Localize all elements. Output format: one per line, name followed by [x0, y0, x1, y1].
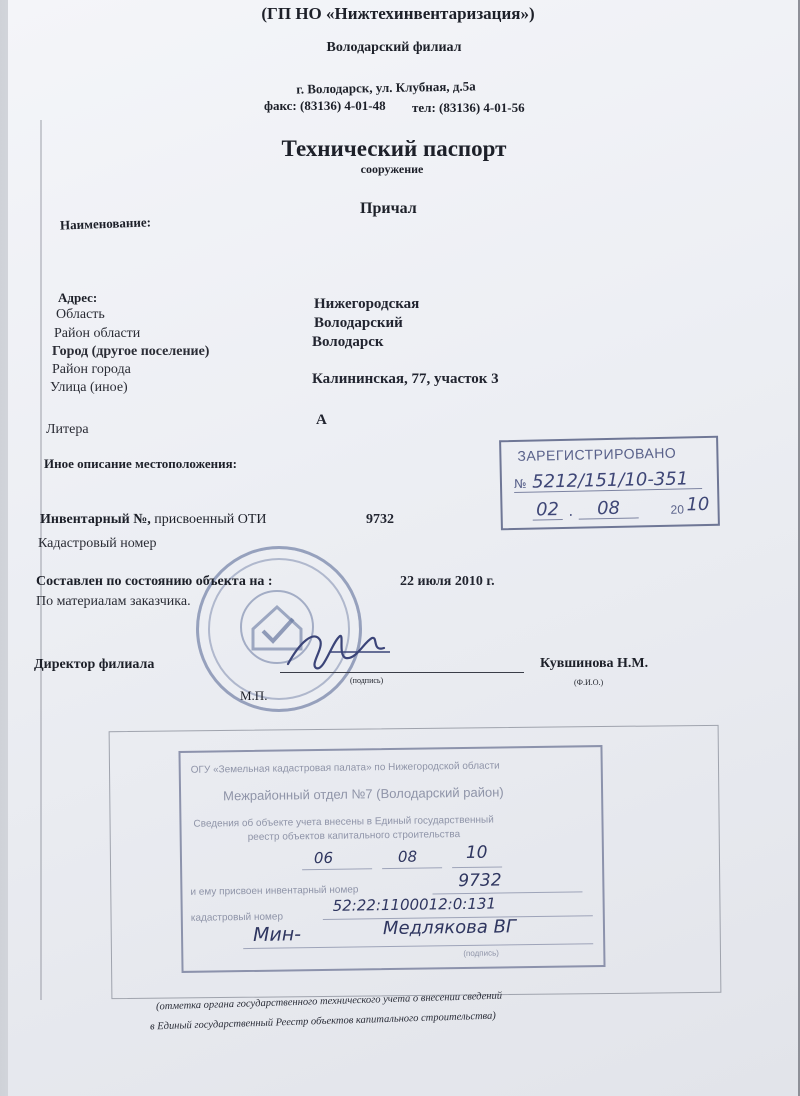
street-value: Калининская, 77, участок 3	[312, 371, 499, 387]
region-value: Нижегородская	[314, 296, 420, 312]
district-value: Володарский	[314, 315, 403, 331]
stamp-signature-left: Мин-	[252, 923, 302, 946]
stamp-inventory-label: и ему присвоен инвентарный номер	[190, 884, 359, 898]
phone-number: тел: (83136) 4-01-56	[412, 100, 525, 115]
city-value: Володарск	[312, 334, 384, 350]
stamp-signature-right: Медлякова ВГ	[382, 916, 517, 940]
district-label: Район области	[54, 326, 141, 341]
compiled-date: 22 июля 2010 г.	[400, 574, 495, 589]
compiled-label: Составлен по состоянию объекта на :	[36, 574, 273, 589]
stamp-inventory-number: 9732	[458, 870, 502, 892]
registration-stamp: ЗАРЕГИСТРИРОВАНО № 5212/151/10-351 02 . 08 20 10	[499, 436, 720, 531]
inventory-number: 9732	[366, 512, 394, 527]
stamp-date-year: 10	[465, 842, 488, 863]
cadastral-registration-stamp	[178, 745, 605, 973]
footer-caption-line-1: (отметка органа государственного технического учета о внесении сведений	[155, 990, 503, 1013]
stamp-department-line: Межрайонный отдел №7 (Володарский район)	[222, 784, 504, 804]
page-fold	[40, 120, 42, 1000]
org-name: (ГП НО «Нижтехинвентаризация»)	[261, 4, 535, 23]
document-title: Технический паспорт	[281, 136, 507, 161]
stamp-text-line-1: Сведения об объекте учета внесены в Единый государственный	[193, 814, 494, 830]
seal-place-mark: М.П.	[240, 688, 268, 703]
litera-value: А	[316, 412, 327, 428]
other-location-label: Иное описание местоположения:	[44, 456, 237, 471]
director-name: Кувшинова Н.М.	[540, 656, 649, 671]
name-caption: (Ф.И.О.)	[574, 678, 604, 687]
stamp-text-line-2: реестр объектов капитального строительства	[247, 829, 461, 844]
name-label: Наименование:	[59, 214, 152, 233]
inventory-label: Инвентарный №, присвоенный ОТИ	[40, 512, 267, 527]
branch-address: г. Володарск, ул. Клубная, д.5а	[296, 78, 476, 97]
branch-name: Володарский филиал	[326, 40, 462, 55]
registration-year: 10	[686, 493, 710, 516]
registration-month: 08	[578, 497, 638, 519]
fax-number: факс: (83136) 4-01-48	[264, 98, 386, 113]
registration-number: № 5212/151/10-351	[514, 468, 702, 493]
registration-day: 02	[532, 499, 562, 521]
structure-name: Причал	[360, 200, 417, 217]
stamp-cadastral-number: 52:22:1100012:0:131	[332, 894, 497, 915]
stamp-date-day: 06	[313, 848, 334, 868]
city-label: Город (другое поселение)	[52, 344, 210, 359]
region-label: Область	[56, 307, 105, 322]
registration-year-prefix: 20	[670, 502, 685, 517]
signature-line	[280, 672, 524, 673]
litera-label: Литера	[46, 422, 89, 437]
signature-caption: (подпись)	[350, 676, 384, 685]
stamp-date-month: 08	[397, 847, 418, 866]
document-type: сооружение	[360, 162, 424, 176]
stamp-signature-caption: (подпись)	[463, 948, 499, 959]
city-district-label: Район города	[52, 362, 131, 377]
footer-caption-line-2: в Единый государственный Реестр объектов капитального строительства)	[149, 1010, 497, 1033]
street-label: Улица (иное)	[50, 380, 128, 395]
address-label: Адрес:	[58, 290, 98, 305]
cadastral-label: Кадастровый номер	[38, 536, 157, 551]
director-label: Директор филиала	[34, 657, 155, 672]
stamp-org-line: ОГУ «Земельная кадастровая палата» по Нижегородской области	[190, 760, 500, 776]
stamp-cadastral-label: кадастровый номер	[190, 911, 284, 924]
materials-label: По материалам заказчика.	[36, 594, 191, 609]
registration-stamp-title: ЗАРЕГИСТРИРОВАНО	[517, 444, 677, 464]
